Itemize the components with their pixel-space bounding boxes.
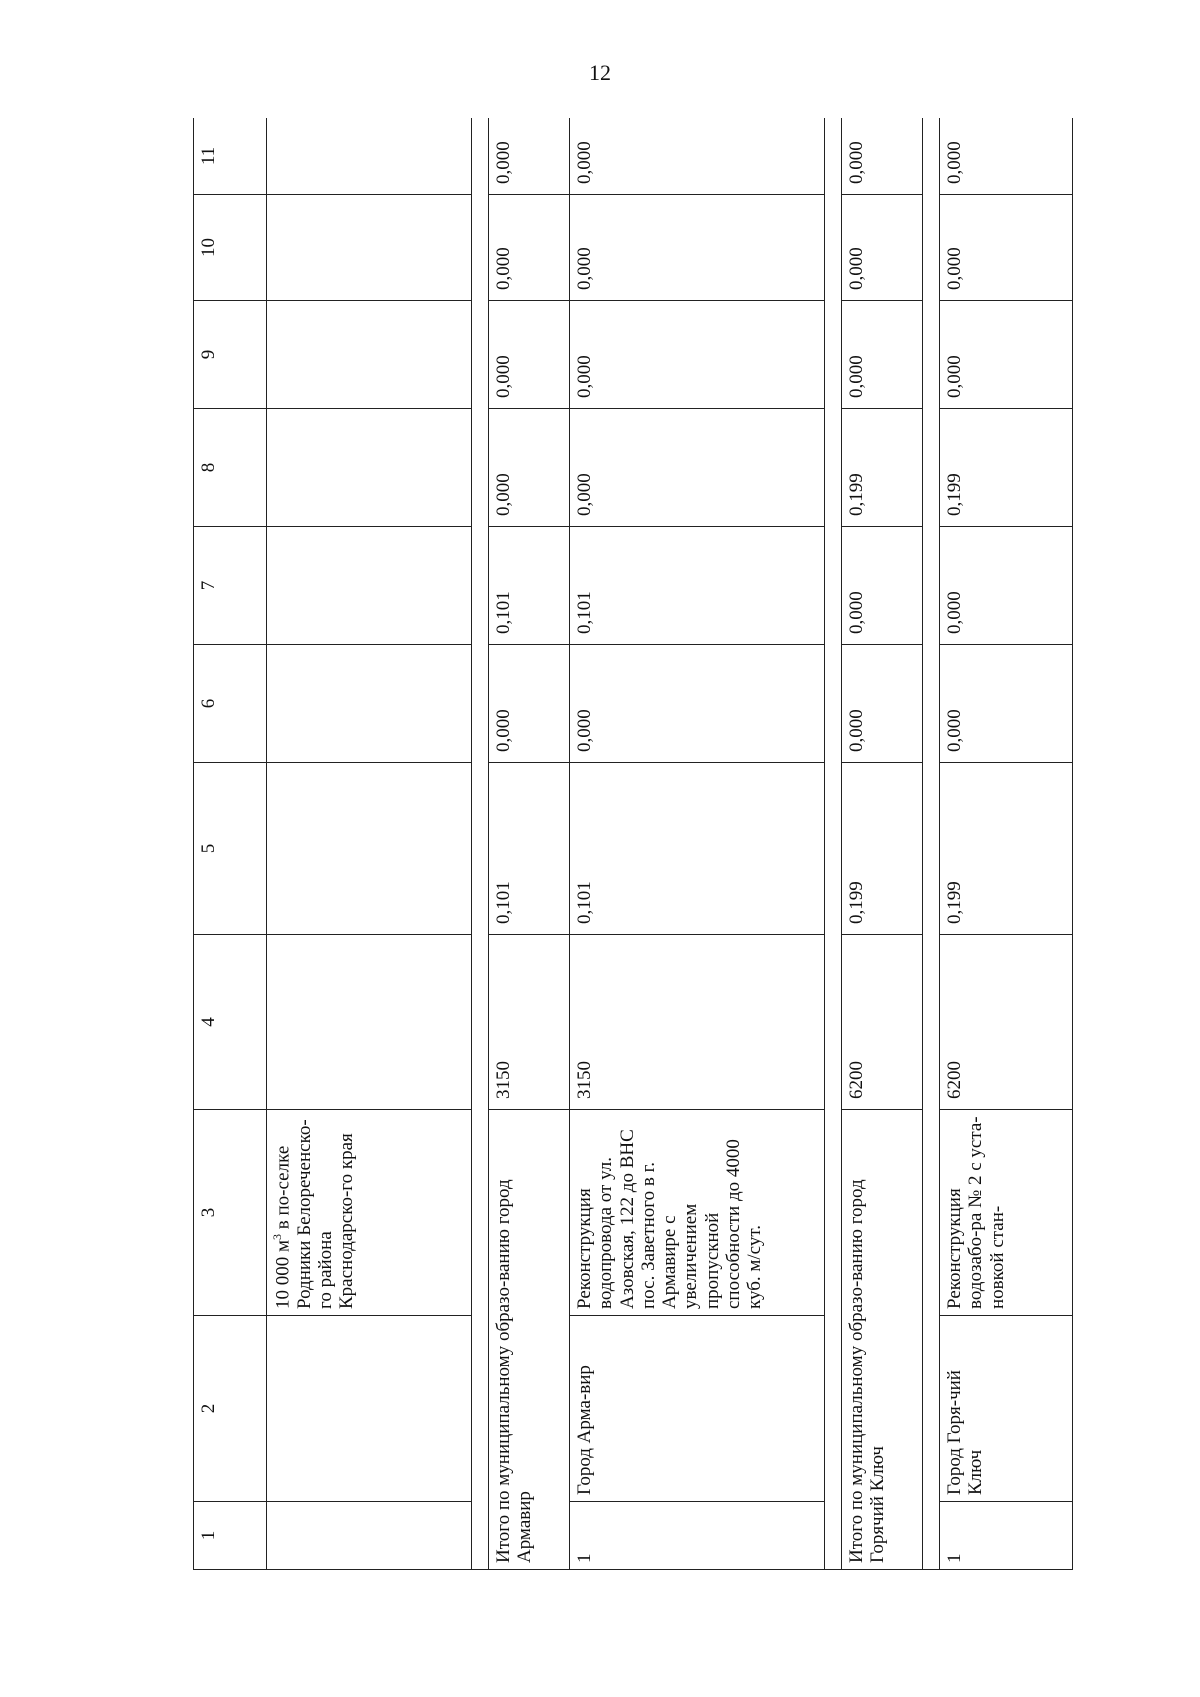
value-cell: 0,000 — [842, 195, 923, 301]
table-row-goryachiy-klyuch — [940, 118, 1073, 1570]
object-description: Реконструкция водопровода от ул. Азовская, 122 до ВНС пос. Заветного в г. Армавире с увеличением пропускной способности до 4000 куб. м/сут. — [570, 1110, 825, 1316]
value-cell: 0,000 — [489, 645, 570, 763]
header-cell-4: 4 — [194, 935, 267, 1110]
row-number: 1 — [570, 1502, 825, 1570]
value-cell: 0,000 — [842, 301, 923, 409]
value-cell: 0,101 — [489, 763, 570, 935]
subtotal-label: Итого по муниципальному образо-ванию город Армавир — [489, 1110, 570, 1570]
row-separator — [923, 118, 940, 1570]
value-cell: 3150 — [489, 935, 570, 1110]
subtotal-label: Итого по муниципальному образо-ванию город Горячий Ключ — [842, 1110, 923, 1570]
cell-empty — [267, 935, 472, 1110]
value-cell: 6200 — [842, 935, 923, 1110]
value-cell: 0,000 — [570, 409, 825, 527]
value-cell: 0,000 — [940, 527, 1073, 645]
value-cell: 0,000 — [489, 118, 570, 195]
header-cell-2: 2 — [194, 1316, 267, 1502]
value-cell: 0,000 — [940, 195, 1073, 301]
row-number: 1 — [940, 1502, 1073, 1570]
table-row-armavir — [570, 118, 825, 1570]
value-cell: 0,101 — [570, 763, 825, 935]
cell-empty — [267, 527, 472, 645]
value-cell: 0,199 — [940, 763, 1073, 935]
value-cell: 6200 — [940, 935, 1073, 1110]
table-row-subtotal-goryachiy-klyuch — [842, 118, 923, 1570]
header-cell-7: 7 — [194, 527, 267, 645]
cell-empty — [267, 301, 472, 409]
cell-object-description — [267, 1110, 472, 1316]
value-cell: 0,000 — [940, 645, 1073, 763]
superscript: 3 — [270, 1233, 284, 1240]
object-text-part1: 10 000 м — [272, 1239, 294, 1309]
table-row-continuation — [267, 118, 472, 1570]
value-cell: 0,000 — [489, 195, 570, 301]
header-cell-3: 3 — [194, 1110, 267, 1316]
value-cell: 0,000 — [570, 195, 825, 301]
header-cell-11: 11 — [194, 118, 267, 195]
municipality-name: Город Арма-вир — [570, 1316, 825, 1502]
value-cell: 0,000 — [570, 645, 825, 763]
value-cell: 0,000 — [489, 409, 570, 527]
value-cell: 0,000 — [842, 645, 923, 763]
cell-empty — [267, 645, 472, 763]
value-cell: 0,101 — [489, 527, 570, 645]
value-cell: 0,000 — [842, 118, 923, 195]
cell-empty — [267, 409, 472, 527]
header-cell-6: 6 — [194, 645, 267, 763]
row-separator — [825, 118, 842, 1570]
header-cell-8: 8 — [194, 409, 267, 527]
header-row — [194, 118, 267, 1570]
cell-empty — [267, 195, 472, 301]
cell-empty — [267, 1316, 472, 1502]
object-description: Реконструкция водозабо-ра № 2 с уста-новкой стан- — [940, 1110, 1073, 1316]
value-cell: 0,000 — [940, 118, 1073, 195]
cell-empty — [267, 1502, 472, 1570]
value-cell: 0,000 — [570, 118, 825, 195]
cell-empty — [267, 763, 472, 935]
municipality-name: Город Горя-чий Ключ — [940, 1316, 1073, 1502]
value-cell: 0,000 — [489, 301, 570, 409]
table-row-subtotal-armavir — [489, 118, 570, 1570]
header-cell-9: 9 — [194, 301, 267, 409]
value-cell: 0,101 — [570, 527, 825, 645]
header-cell-5: 5 — [194, 763, 267, 935]
row-separator — [472, 118, 489, 1570]
value-cell: 0,000 — [570, 301, 825, 409]
table-frame — [193, 118, 1153, 1570]
value-cell: 0,000 — [940, 301, 1073, 409]
header-cell-10: 10 — [194, 195, 267, 301]
value-cell: 0,199 — [940, 409, 1073, 527]
header-cell-1: 1 — [194, 1502, 267, 1570]
page-number: 12 — [589, 60, 611, 85]
data-table — [193, 118, 1073, 1570]
rotated-table-container — [193, 118, 1153, 1570]
cell-empty — [267, 118, 472, 195]
value-cell: 0,199 — [842, 409, 923, 527]
value-cell: 0,000 — [842, 527, 923, 645]
value-cell: 0,199 — [842, 763, 923, 935]
value-cell: 3150 — [570, 935, 825, 1110]
object-text-part2: в по-селке Родники Белореченско-го района Краснодарско-го края — [272, 1119, 358, 1309]
